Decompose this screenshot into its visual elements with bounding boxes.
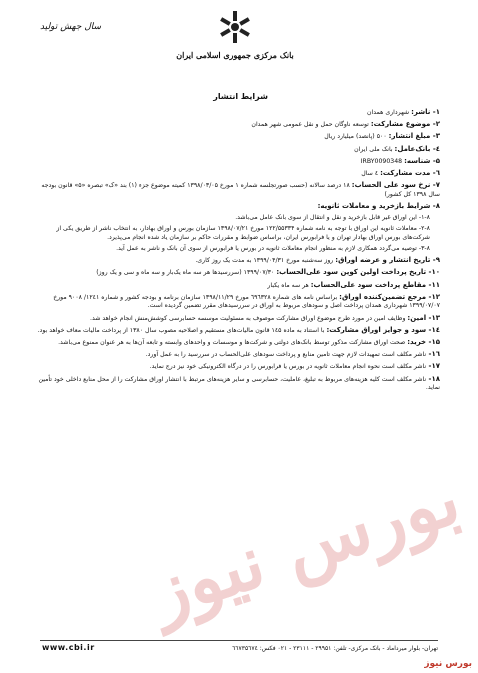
footer-divider — [40, 640, 438, 641]
item-text: بانک ملی ایران — [354, 145, 395, 153]
item-label: ۱۲- مرجع تضمین‌کننده اوراق: — [339, 292, 440, 301]
item-text: روز سه‌شنبه مورخ ۱۳۹۹/۰۴/۳۱ به مدت یک روز کاری. — [195, 257, 336, 265]
item-label: ۱۸- — [426, 374, 440, 383]
item-label: ۱٦- — [426, 350, 440, 359]
watermark-text: بورس نیوز — [140, 454, 470, 635]
document-title: شرایط انتشار — [213, 92, 268, 101]
sub-item: ۳-۸- توصیه می‌گردد همکاری لازم به منظور انجام معاملات ثانویه در بورس یا فرابورس از سوی آن بانک و ناشر به عمل آید. — [116, 245, 430, 253]
item-text: ٤ سال — [361, 169, 381, 177]
item-label: ٤- بانک‌عامل: — [394, 144, 440, 153]
list-item — [30, 326, 440, 336]
item-text: وظایف امین در مورد طرح موضوع اوراق مشارکت موصوف به مسئولیت موسسه حسابرسی کوشش‌منش انجام خواهد شد. — [90, 314, 408, 322]
item-label: ۱۰- تاریخ پرداخت اولین کوپن سود علی‌الحساب: — [276, 268, 440, 277]
item-text: IRBY0090348 — [360, 157, 405, 165]
list-item — [30, 362, 440, 372]
list-item — [30, 338, 440, 348]
watermark-logo-icon — [125, 423, 478, 668]
item-text: ناشر مکلف است کلیه هزینه‌های مربوط به تبلیغ، عاملیت، حسابرسی و سایر هزینه‌های مرتبط با انتشار اوراق مشارکت را از محل منابع داخلی خود تأمین نماید. — [38, 375, 440, 392]
item-text: صحت اوراق مشارکت مذکور توسط بانک‌های دولتی و شرکت‌ها و موسسات و واحدهای وابسته و تابعه آن‌ها به هر عنوان ممنوع می‌باشد. — [58, 338, 408, 346]
list-item — [30, 157, 440, 167]
item-label: ۵- شناسه: — [404, 156, 440, 165]
item-label: ۱۷- — [426, 362, 440, 371]
item-label: ۸- شرایط بازخرید و معاملات ثانویه: — [317, 201, 440, 210]
list-item — [30, 120, 440, 130]
item-text: ناشر مکلف است تمهیدات لازم جهت تامین منابع و پرداخت سودهای علی‌الحساب در سررسید را به عمل آورد. — [145, 351, 427, 359]
item-text: با استناد به ماده ۱٤۵ قانون مالیات‌های مستقیم و اصلاحیه مصوب سال ۱۳۸۰ از پرداخت مالیات معاف خواهد بود. — [37, 326, 327, 334]
item-label: ۲- موضوع مشارکت: — [370, 120, 440, 129]
list-item — [30, 281, 440, 291]
item-text: ۵۰۰ (پانصد) میلیارد ریال — [324, 133, 389, 141]
item-label: ۱٤- سود و جوایز اوراق مشارکت: — [326, 325, 440, 334]
list-item — [30, 169, 440, 179]
list-item — [30, 132, 440, 142]
document-body — [30, 108, 440, 395]
footer-website-link[interactable]: www.cbi.ir — [42, 643, 95, 652]
list-item — [30, 293, 440, 311]
item-label: ٦- مدت مشارکت: — [380, 168, 440, 177]
sub-item: ۲-۸- معاملات ثانویه این اوراق با توجه به نامه شماره ۱۲۲/۵۵۳۳۴ مورخ ۱۳۹۸/۰۷/۲۱ سازمان بورس و اوراق بهادار، به انتخاب ناشر از طریق یکی از شرکت‌های بورس اوراق بهادار تهران و یا فرابورس ایران، براساس ضوابط و مقررات حاکم بر سازمان یاد شده انجام می‌پذیرد. — [56, 225, 430, 241]
item-label: ۱۱- مقاطع پرداخت سود علی‌الحساب: — [310, 280, 440, 289]
brand-block — [150, 10, 320, 60]
list-item — [30, 108, 440, 118]
list-item — [30, 314, 440, 324]
item-text: شهرداری همدان — [367, 109, 412, 116]
item-label: ۳- مبلغ انتشار: — [388, 132, 440, 141]
item-label: ۱۳- امین: — [407, 313, 440, 322]
list-item — [30, 181, 440, 199]
list-item — [30, 350, 440, 360]
sub-item: ۱-۸- این اوراق غیر قابل بازخرید و نقل و انتقال از سوی بانک عامل می‌باشد. — [235, 214, 430, 222]
item-label: ۱- ناشر: — [411, 108, 440, 116]
list-item — [30, 256, 440, 266]
item-label: ۹- تاریخ انتشار و عرضه اوراق: — [335, 256, 440, 265]
item-text: هر سه ماه یکبار — [267, 281, 311, 289]
item-text: ۱۳۹۹/۰۷/۳۰ (سررسیدها هر سه ماه یک‌بار و سه ماه و سی و یک روز) — [96, 269, 277, 277]
footer-address: تهران- بلوار میرداماد - بانک مرکزی- تلفن: ۲۹۹۵۱ - ۲۳۱۱۱ - ۰۲۱ فکس: ٦٦٧۳۵٦٧٤ — [232, 645, 438, 652]
item-label: ۱۵- خرید: — [407, 337, 440, 346]
item-text: توسعه ناوگان حمل و نقل عمومی شهر همدان — [251, 121, 371, 129]
item-text: براساس نامه های شماره ٦٩٦۳۲۸ مورخ ۱۳۹۸/۱۱/۲۹ سازمان برنامه و بودجه کشور و شماره ۱۲٤۱/ ۹۰۰۸ مورخ ۱۳۹۹/۰۷/۰۷ شهرداری همدان پرداخت اصل و سودهای مربوط به اوراق در سررسیدهای مقرر تضمین گردیده است. — [53, 293, 440, 310]
list-item — [30, 375, 440, 393]
bank-name: بانک مرکزی جمهوری اسلامی ایران — [176, 50, 294, 60]
item-label: ۷- نرخ سود علی الحساب: — [351, 181, 440, 190]
list-item — [30, 268, 440, 278]
news-badge: بورس نیوز — [424, 659, 472, 669]
list-item — [30, 202, 440, 212]
item-text: ۱۸ درصد سالانه (حسب صورتجلسه شماره ۱ مورخ ۱۳۹۸/۰۳/۰۵ کمیته موضوع جزء (۱) بند «ک» تبصره «۵» قانون بودجه سال ۱۳۹۸ کل کشور) — [41, 182, 440, 198]
list-item — [30, 145, 440, 155]
central-bank-logo-icon — [218, 10, 252, 44]
slogan-text: سال جهش تولید — [40, 22, 102, 32]
item-text: ناشر مکلف است نحوه انجام معاملات ثانویه در بورس یا فرابورس را در درگاه الکترونیکی خود نیز درج نماید. — [149, 363, 427, 371]
